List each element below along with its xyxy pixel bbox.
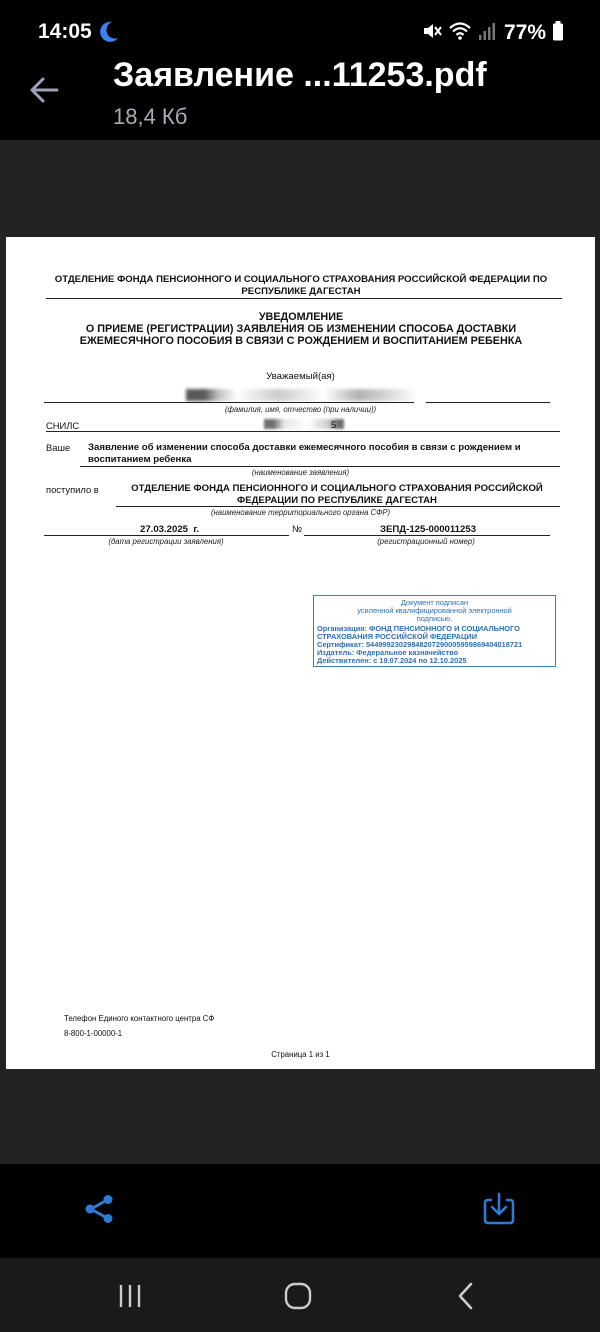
stamp-validity: Действителен: с 19.07.2024 по 12.10.2025 [317,656,467,666]
name-caption: (фамилия, имя, отчество (при наличии)) [224,405,377,414]
name-line [426,402,550,403]
clock: 14:05 [38,20,92,43]
download-button[interactable] [478,1190,520,1232]
date-suffix: г. [193,524,200,535]
received-label: поступило в [46,484,99,495]
app-header [0,56,600,140]
stamp-title-line: Документ подписан [400,598,469,607]
share-icon [82,1192,116,1231]
mute-icon [422,21,442,46]
registration-number: ЗЕПД-125-000011253 [380,524,477,535]
number-line [304,535,550,536]
status-icons [422,20,564,46]
date-caption: (дата регистрации заявления) [108,537,224,546]
notice-title-line: УВЕДОМЛЕНИЕ [258,311,344,323]
date-line [44,535,289,536]
received-org-line: ОТДЕЛЕНИЕ ФОНДА ПЕНСИОННОГО И СОЦИАЛЬНОГО СТРАХОВАНИЯ РОССИЙСКОЙ [131,483,543,494]
recent-apps-button[interactable] [110,1278,150,1318]
wifi-icon [448,21,472,46]
share-button[interactable] [78,1190,120,1232]
received-org [114,483,560,507]
org-header-line: ОТДЕЛЕНИЕ ФОНДА ПЕНСИОННОГО И СОЦИАЛЬНОГО СТРАХОВАНИЯ РОССИЙСКОЙ ФЕДЕРАЦИИ ПО [54,274,548,285]
status-bar [0,0,600,62]
back-arrow-icon [29,76,59,109]
greeting: Уважаемый(ая) [266,371,335,382]
redacted-name [186,389,416,401]
stamp-org: СТРАХОВАНИЯ РОССИЙСКОЙ ФЕДЕРАЦИИ [317,631,478,641]
org-header-line: РЕСПУБЛИКЕ ДАГЕСТАН [241,286,361,297]
file-size: 18,4 Кб [113,104,188,129]
application-line [80,466,560,467]
battery-percent: 77% [503,21,546,44]
notice-title-line: О ПРИЕМЕ (РЕГИСТРАЦИИ) ЗАЯВЛЕНИЯ ОБ ИЗМЕНЕНИИ СПОСОБА ДОСТАВКИ [85,323,517,335]
home-button[interactable] [278,1278,318,1318]
recent-apps-icon [116,1283,144,1314]
back-button[interactable] [26,74,62,110]
application-name [88,442,558,466]
page-indicator: Страница 1 из 1 [271,1050,330,1059]
download-icon [482,1192,516,1231]
stamp-certificate: Сертификат: 5449992302984820729000595986940401872​1 [317,640,523,650]
footer-phone: 8-800-1-00000-1 [64,1029,123,1038]
number-caption: (регистрационный номер) [377,537,475,546]
battery-icon [552,20,564,47]
application-caption: (наименование заявления) [251,468,350,477]
nav-back-button[interactable] [446,1278,486,1318]
org-caption: (наименование территориального органа СФР) [210,508,391,517]
name-line [44,402,414,403]
nav-back-icon [455,1281,477,1316]
date-value: 27.03.2025 [140,524,189,535]
your-label: Ваше [46,442,71,453]
pdf-viewer[interactable] [0,140,600,1164]
footer-phone-label: Телефон Единого контактного центра СФ [64,1014,215,1023]
stamp-title-line: усиленной квалифицированной электронной [357,606,512,616]
application-name-line: Заявление об изменении способа доставки ежемесячного пособия в связи с рождением и [88,442,521,453]
stamp-title-line: подписью. [416,614,453,624]
home-icon [283,1281,313,1316]
snils-label: СНИЛС [46,420,80,431]
system-nav-bar [0,1258,600,1332]
signal-icon [478,21,496,46]
notice-title [46,311,556,347]
stamp-org: Организация: ФОНД ПЕНСИОННОГО И СОЦИАЛЬНОГО [317,623,520,633]
file-title: Заявление ...11253.pdf [113,56,487,94]
number-sign: № [292,523,303,534]
application-name-line: воспитанием ребенка [88,454,192,465]
snils-line [46,431,560,432]
bottom-toolbar [0,1164,600,1258]
moon-icon [98,20,120,49]
notice-title-line: ЕЖЕМЕСЯЧНОГО ПОСОБИЯ В СВЯЗИ С РОЖДЕНИЕМ И ВОСПИТАНИЕМ РЕБЕНКА [79,335,523,347]
stamp-issuer: Издатель: Федеральное казначейство [317,648,459,658]
received-org-line: ФЕДЕРАЦИИ ПО РЕСПУБЛИКЕ ДАГЕСТАН [237,495,437,506]
org-header [46,274,556,298]
stamp-title [314,599,555,624]
divider [46,298,562,299]
signature-stamp [313,595,556,667]
snils-tail: 5 [331,419,337,430]
pdf-page [6,237,595,1069]
org-line [116,506,560,507]
stamp-details [317,625,555,666]
